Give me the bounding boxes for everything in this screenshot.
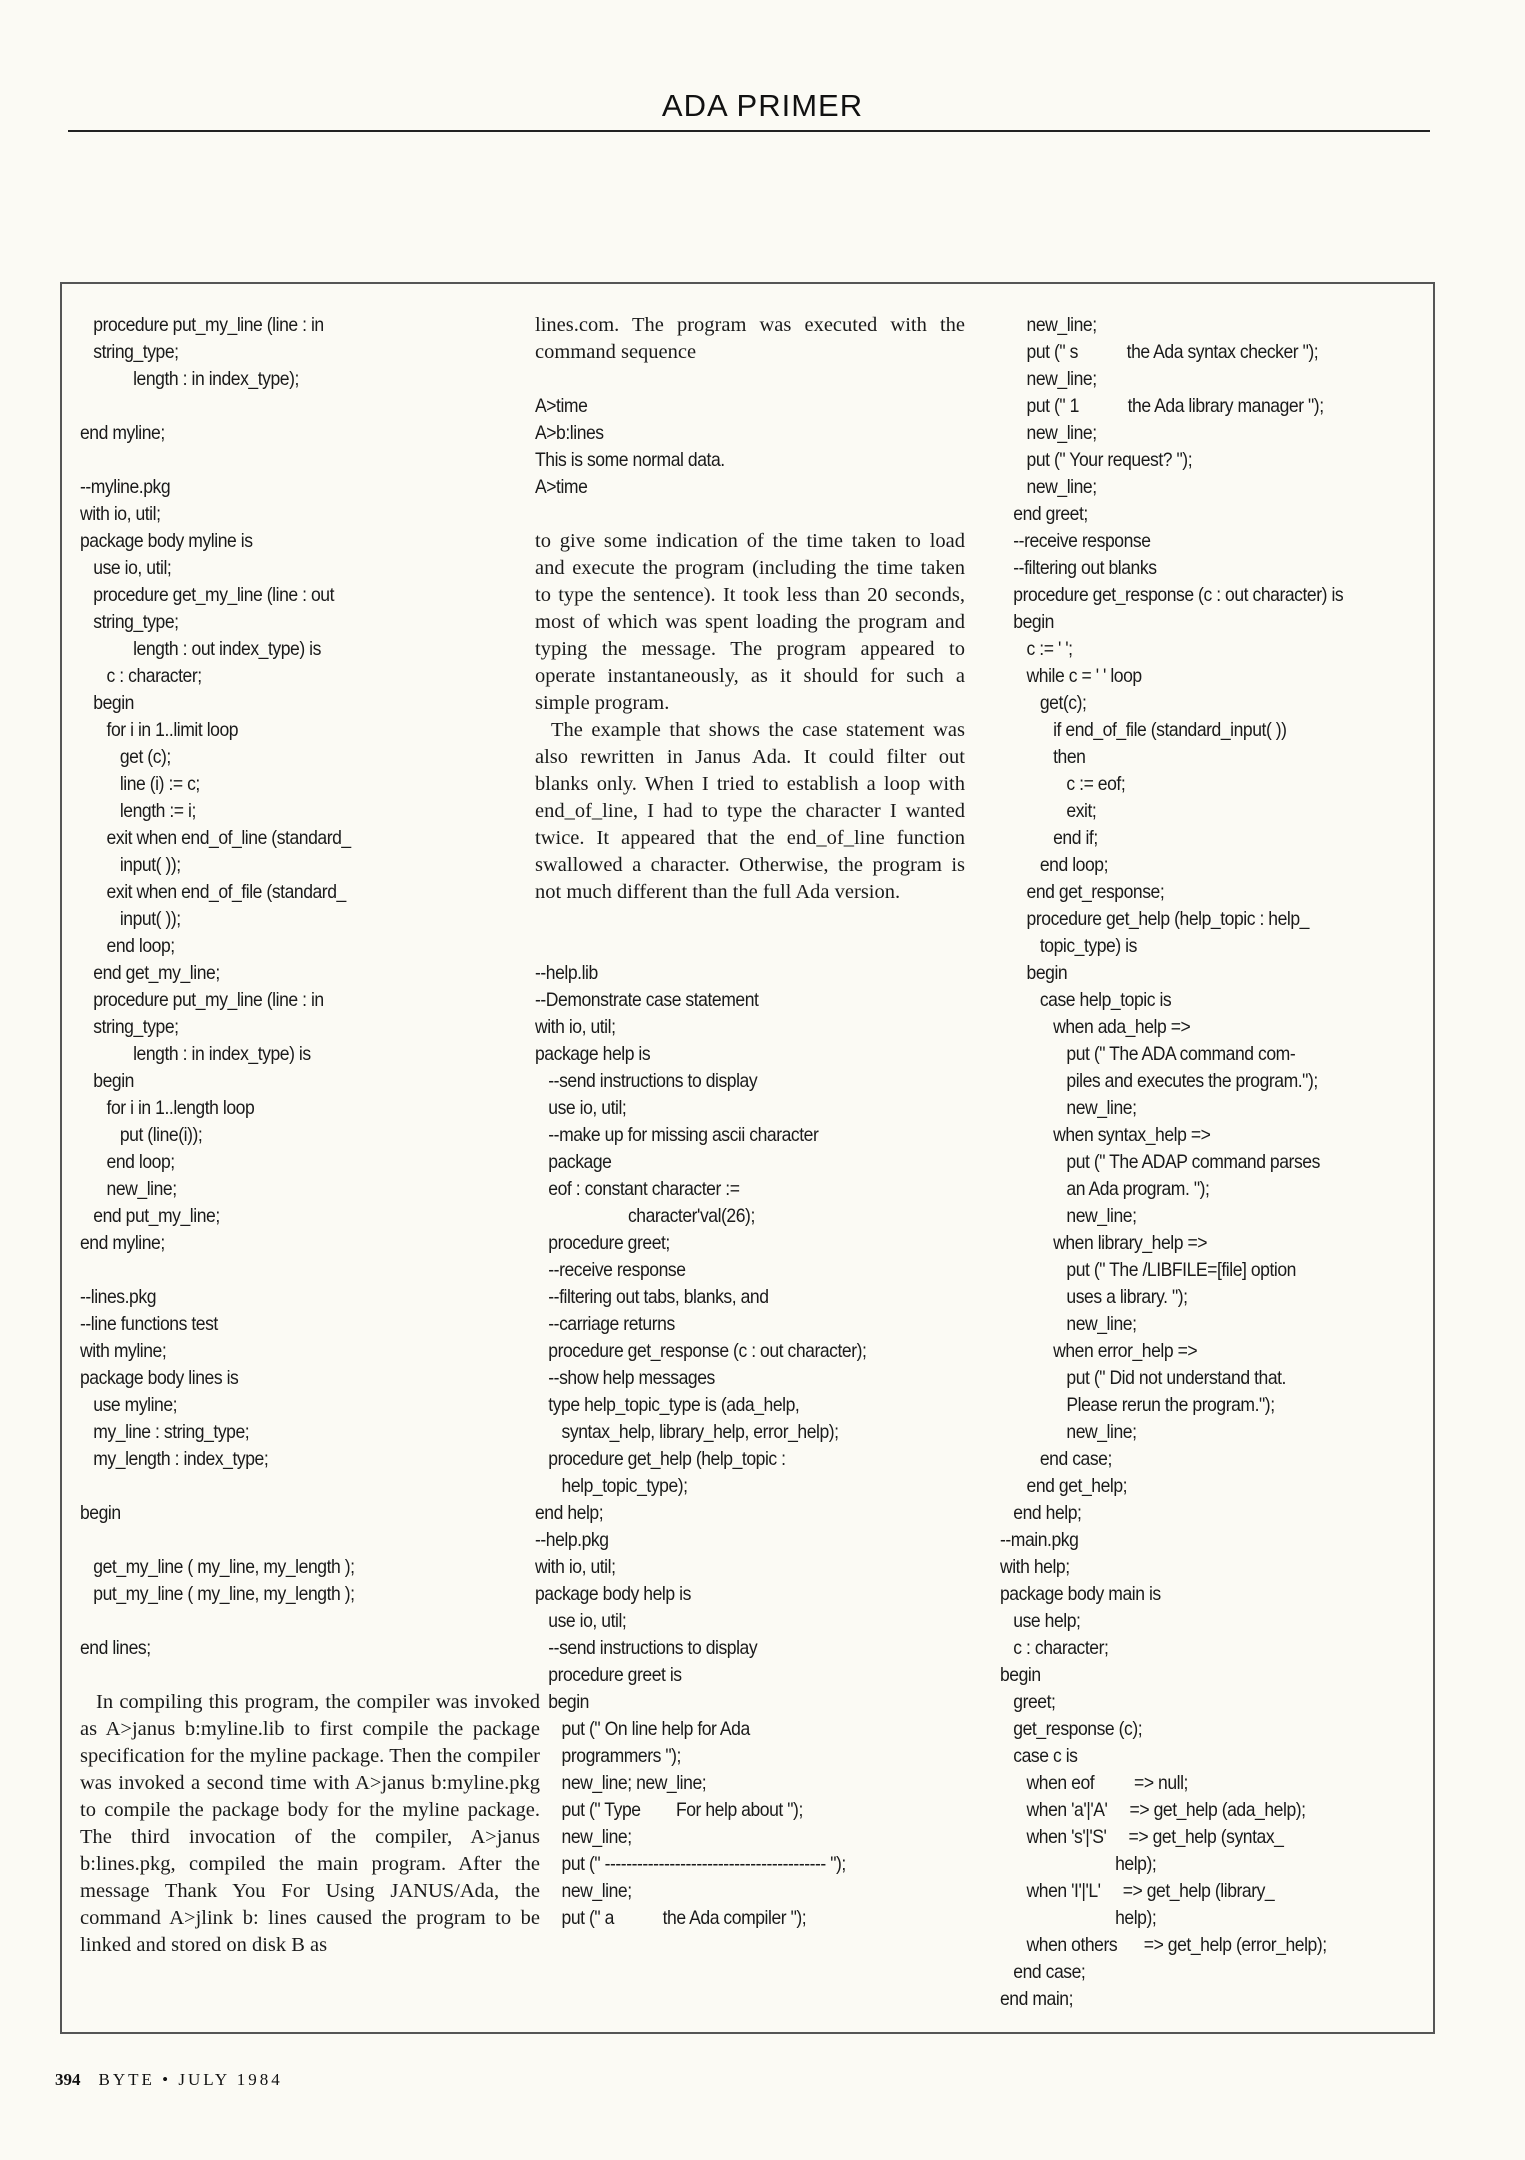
code-listing-myline: procedure put_my_line (line : in string_type; length : in index_type); end myline; --myline.pkg with io, util; package body myline is use io, util; procedure get_my_line (line : out string_type; length : out index_type) is c : character; begin for i in 1..limit loop get (c); line (i) := c; length := i; exit when end_of_line (standard_ input( )); exit when end_of_file (standard_ input( )); end loop; end get_my_line; procedure put_my_line (line : in string_type; length : in index_type) is begin for i in 1..length loop put (line(i)); end loop; new_line; end put_my_line; end myline; --lines.pkg --line functions test with myline; package body lines is use myline; my_line : string_type; my_length : index_type; begin get_my_line ( my_line, my_length ); put_my_line ( my_line, my_length ); end lines; bbox=[80, 314, 355, 1659]
terminal-session: A>time A>b:lines This is some normal data. A>time bbox=[535, 395, 725, 498]
page-number: 394 bbox=[55, 2070, 81, 2089]
code-listing-main: new_line; put (" s the Ada syntax checker "); new_line; put (" 1 the Ada library manager "); new_line; put (" Your request? "); new_line; end greet; --receive response --filtering out blanks procedure get_response (c : out character) is begin c := ' '; while c = ' ' loop get(c); if end_of_file (standard_input( )) then c := eof; exit; end if; end loop; end get_response; procedure get_help (help_topic : help_ topic_type) is begin case help_topic is when ada_help => put (" The ADA command com- piles and executes the program."); new_line; when syntax_help => put (" The ADAP command parses an Ada program. "); new_line; when library_help => put (" The /LIBFILE=[file] option uses a library. "); new_line; when error_help => put (" Did not understand that. Please rerun the program."); new_line; end case; end get_help; end help; --main.pkg with help; package body main is use help; c : character; begin greet; get_response (c); case c is when eof => null; when 'a'|'A' => get_help (ada_help); when 's'|'S' => get_help (syntax_ help); when 'I'|'L' => get_help (library_ help); when others => get_help (error_help); end case; end main; bbox=[1000, 314, 1344, 2010]
body-paragraph: lines.com. The program was executed with the command sequence bbox=[535, 314, 965, 363]
column-3 bbox=[1000, 312, 1420, 2013]
body-paragraph: In compiling this program, the compiler was invoked as A>janus b:myline.lib to first compile the package specification for the myline package. Then the compiler was invoked a second time with A>janus b:myline.pkg to compile the package body for the myline package. The third invocation of the compiler, A>janus b:lines.pkg, compiled the main program. After the message Thank You For Using JANUS/Ada, the command A>jlink b: lines caused the program to be linked and stored on disk B as bbox=[80, 1691, 540, 1956]
header-rule bbox=[68, 130, 1430, 132]
code-listing-help: --help.lib --Demonstrate case statement with io, util; package help is --send instructions to display use io, util; --make up for missing ascii character package eof : constant character := character'val(26); procedure greet; --receive response --filtering out tabs, blanks, and --carriage returns procedure get_response (c : out character); --show help messages type help_topic_type is (ada_help, syntax_help, library_help, error_help); procedure get_help (help_topic : help_topic_type); end help; --help.pkg with io, util; package body help is use io, util; --send instructions to display procedure greet is begin put (" On line help for Ada programmers "); new_line; new_line; put (" Type For help about "); new_line; put (" ----------------------------------------- "); new_line; put (" a the Ada compiler "); bbox=[535, 962, 867, 1929]
publication-line: BYTE • JULY 1984 bbox=[98, 2070, 283, 2089]
column-2 bbox=[535, 312, 965, 1932]
column-1 bbox=[80, 312, 540, 1959]
body-paragraph: to give some indication of the time taken to load and execute the program (including the time taken to type the sentence). It took less than 20 seconds, most of which was spent loading the program and typing the message. The program appeared to operate instantaneously, as it should for such a simple program. bbox=[535, 530, 965, 714]
running-head: ADA PRIMER bbox=[661, 88, 864, 123]
body-paragraph: The example that shows the case statement was also rewritten in Janus Ada. It could filter out blanks only. When I tried to establish a loop with end_of_line, I had to type the character I wanted twice. It appeared that the end_of_line function swallowed a character. Otherwise, the program is not much different than the full Ada version. bbox=[535, 719, 965, 903]
page-footer bbox=[55, 2070, 283, 2090]
